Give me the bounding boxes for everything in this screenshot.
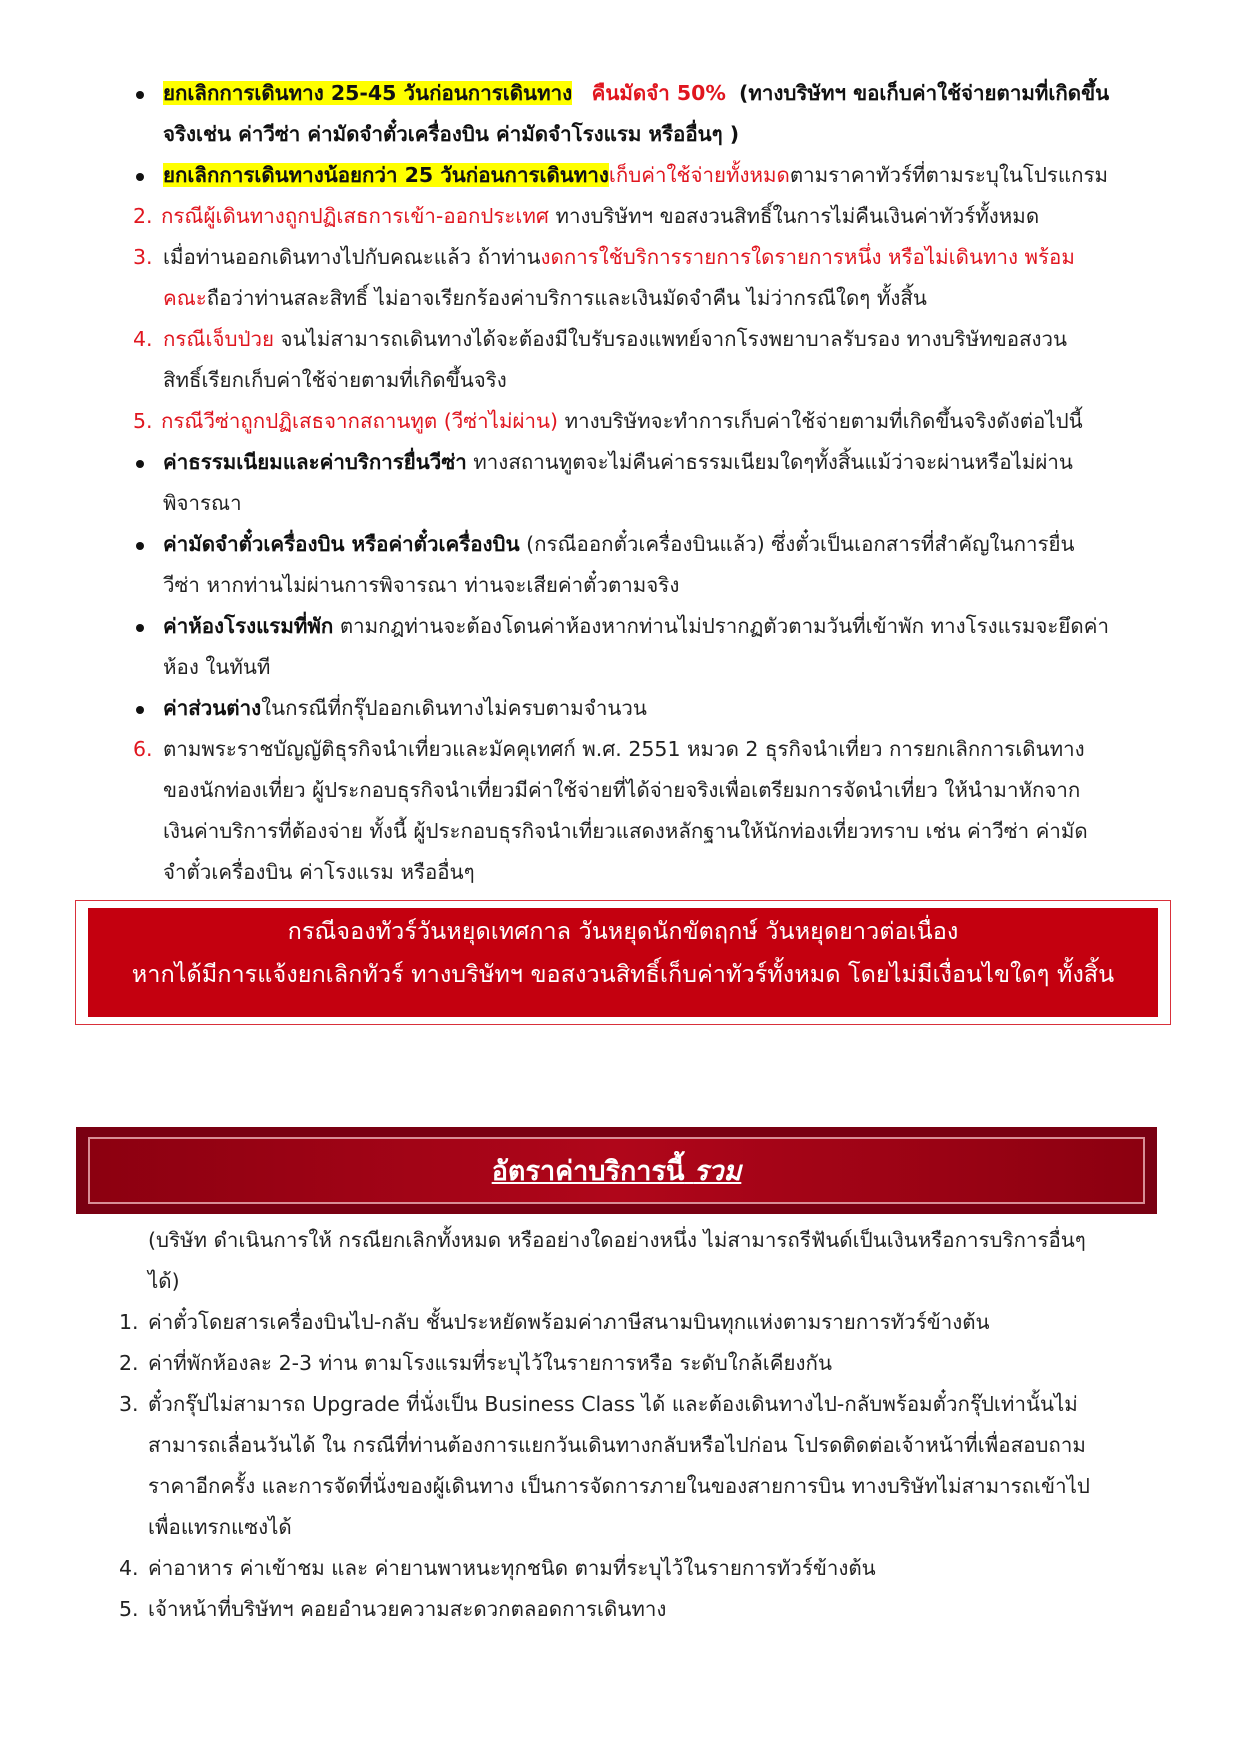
visa-bullet-2: ค่ามัดจำตั๋วเครื่องบิน หรือค่าตั๋วเครื่องบิน (กรณีออกตั๋วเครื่องบินแล้ว) ซึ่งตั๋วเป็นเอกสารที่สำคัญในการยื่น — [163, 532, 1075, 556]
visa-bullet-1-cont: พิจารณา — [163, 491, 242, 515]
rate-item-number: 4. — [119, 1556, 139, 1580]
rates-title: อัตราค่าบริการนี้ รวม — [491, 1156, 742, 1187]
holiday-notice-line-2: หากได้มีการแจ้งยกเลิกทัวร์ ทางบริษัทฯ ขอสงวนสิทธิ์เก็บค่าทัวร์ทั้งหมด โดยไม่มีเงื่อนไขใดๆ ทั้งสิ้น — [131, 960, 1115, 988]
rate-item-number: 2. — [119, 1351, 139, 1375]
item-6-line-3: เงินค่าบริการที่ต้องจ่าย ทั้งนี้ ผู้ประกอบธุรกิจนำเที่ยวแสดงหลักฐานให้นักท่องเที่ยวทราบ เช่น ค่าวีซ่า ค่ามัด — [163, 819, 1088, 843]
item-number: 2. — [133, 204, 153, 228]
rate-item-2: ค่าที่พักห้องละ 2-3 ท่าน ตามโรงแรมที่ระบุไว้ในรายการหรือ ระดับใกล้เคียงกัน — [148, 1351, 832, 1375]
item-6-line-2: ของนักท่องเที่ยว ผู้ประกอบธุรกิจนำเที่ยวมีค่าใช้จ่ายที่ได้จ่ายจริงเพื่อเตรียมการจัดนำเที่ยว ให้นำมาหักจาก — [163, 778, 1081, 802]
rate-item-3-line-2: สามารถเลื่อนวันได้ ใน กรณีที่ท่านต้องการแยกวันเดินทางกลับหรือไปก่อน โปรดติดต่อเจ้าหน้าที่เพื่อสอบถาม — [148, 1433, 1086, 1457]
holiday-notice-line-1: กรณีจองทัวร์วันหยุดเทศกาล วันหยุดนักขัตฤกษ์ วันหยุดยาวต่อเนื่อง — [287, 917, 959, 945]
cancel-bullet-2: ยกเลิกการเดินทางน้อยกว่า 25 วันก่อนการเดินทางเก็บค่าใช้จ่ายทั้งหมดตามราคาทัวร์ที่ตามระบุในโปรแกรม — [163, 163, 1109, 187]
item-4: กรณีเจ็บป่วย จนไม่สามารถเดินทางได้จะต้องมีใบรับรองแพทย์จากโรงพยาบาลรับรอง ทางบริษัทขอสงวน — [163, 327, 1068, 351]
bullet — [136, 542, 144, 550]
cancel-bullet-1-cont: จริงเช่น ค่าวีซ่า ค่ามัดจำตั๋วเครื่องบิน ค่ามัดจำโรงแรม หรืออื่นๆ ) — [163, 122, 740, 146]
visa-bullet-4: ค่าส่วนต่างในกรณีที่กรุ๊ปออกเดินทางไม่ครบตามจำนวน — [163, 696, 647, 720]
bullet — [136, 173, 144, 181]
rate-item-3-line-3: ราคาอีกครั้ง และการจัดที่นั่งของผู้เดินทาง เป็นการจัดการภายในของสายการบิน ทางบริษัทไม่สามารถเข้าไป — [148, 1474, 1090, 1498]
bullet — [136, 706, 144, 714]
rate-item-number: 5. — [119, 1597, 139, 1621]
visa-bullet-2-cont: วีซ่า หากท่านไม่ผ่านการพิจารณา ท่านจะเสียค่าตั๋วตามจริง — [163, 573, 680, 597]
item-6-line-4: จำตั๋วเครื่องบิน ค่าโรงแรม หรืออื่นๆ — [163, 860, 475, 884]
rate-item-3-line-1: ตั๋วกรุ๊ปไม่สามารถ Upgrade ที่นั่งเป็น Business Class ได้ และต้องเดินทางไป-กลับพร้อมตั๋วกรุ๊ปเท่านั้นไม่ — [148, 1392, 1078, 1416]
item-3: เมื่อท่านออกเดินทางไปกับคณะแล้ว ถ้าท่านงดการใช้บริการรายการใดรายการหนึ่ง หรือไม่เดินทาง พร้อม — [163, 245, 1075, 269]
item-number: 4. — [133, 327, 153, 351]
rates-banner-inner — [88, 1137, 1145, 1204]
visa-bullet-3: ค่าห้องโรงแรมที่พัก ตามกฎท่านจะต้องโดนค่าห้องหากท่านไม่ปรากฏตัวตามวันที่เข้าพัก ทางโรงแรมจะยึดค่า — [163, 614, 1109, 638]
rate-item-3-line-4: เพื่อแทรกแซงได้ — [148, 1515, 292, 1539]
cancel-bullet-1: ยกเลิกการเดินทาง 25-45 วันก่อนการเดินทาง คืนมัดจำ 50% (ทางบริษัทฯ ขอเก็บค่าใช้จ่ายตามที่เกิดขึ้น — [163, 81, 1110, 105]
rates-note-line-2: ได้) — [148, 1269, 180, 1293]
rate-item-5: เจ้าหน้าที่บริษัทฯ คอยอำนวยความสะดวกตลอดการเดินทาง — [148, 1597, 667, 1621]
rate-item-4: ค่าอาหาร ค่าเข้าชม และ ค่ายานพาหนะทุกชนิด ตามที่ระบุไว้ในรายการทัวร์ข้างต้น — [148, 1556, 876, 1580]
item-number: 5. — [133, 409, 153, 433]
rate-item-1: ค่าตั๋วโดยสารเครื่องบินไป-กลับ ชั้นประหยัดพร้อมค่าภาษีสนามบินทุกแห่งตามรายการทัวร์ข้างต้น — [148, 1310, 990, 1334]
rate-item-number: 1. — [119, 1310, 139, 1334]
holiday-notice-box — [88, 908, 1158, 1017]
visa-bullet-1: ค่าธรรมเนียมและค่าบริการยื่นวีซ่า ทางสถานทูตจะไม่คืนค่าธรรมเนียมใดๆทั้งสิ้นแม้ว่าจะผ่านหรือไม่ผ่าน — [163, 450, 1073, 474]
bullet — [136, 460, 144, 468]
rates-banner — [76, 1127, 1157, 1214]
holiday-notice — [75, 900, 1171, 1025]
rate-item-number: 3. — [119, 1392, 139, 1416]
item-3-cont: คณะถือว่าท่านสละสิทธิ์ ไม่อาจเรียกร้องค่าบริการและเงินมัดจำคืน ไม่ว่ากรณีใดๆ ทั้งสิ้น — [163, 286, 927, 310]
item-2: กรณีผู้เดินทางถูกปฏิเสธการเข้า-ออกประเทศ ทางบริษัทฯ ขอสงวนสิทธิ์ในการไม่คืนเงินค่าทัวร์ทั้งหมด — [161, 204, 1040, 228]
rates-note-line-1: (บริษัท ดำเนินการให้ กรณียกเลิกทั้งหมด หรืออย่างใดอย่างหนึ่ง ไม่สามารถรีฟันด์เป็นเงินหรือการบริการอื่นๆ — [148, 1228, 1086, 1252]
item-5: กรณีวีซ่าถูกปฏิเสธจากสถานทูต (วีซ่าไม่ผ่าน) ทางบริษัทจะทำการเก็บค่าใช้จ่ายตามที่เกิดขึ้นจริงดังต่อไปนี้ — [161, 409, 1083, 433]
bullet — [136, 624, 144, 632]
visa-bullet-3-cont: ห้อง ในทันที — [163, 655, 271, 679]
item-number: 6. — [133, 737, 153, 761]
item-number: 3. — [133, 245, 153, 269]
item-6-line-1: ตามพระราชบัญญัติธุรกิจนำเที่ยวและมัคคุเทศก์ พ.ศ. 2551 หมวด 2 ธุรกิจนำเที่ยว การยกเลิกการเดินทาง — [163, 737, 1085, 761]
bullet — [136, 91, 144, 99]
item-4-cont: สิทธิ์เรียกเก็บค่าใช้จ่ายตามที่เกิดขึ้นจริง — [163, 368, 507, 392]
